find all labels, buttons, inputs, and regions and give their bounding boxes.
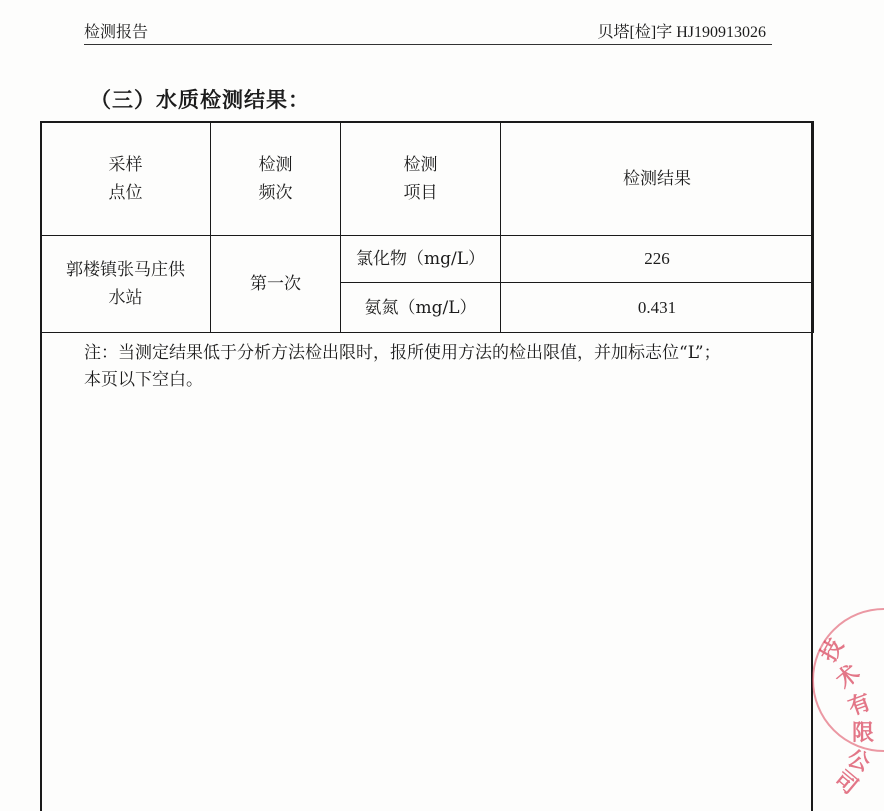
header-cell-result: 检测结果 xyxy=(501,122,814,236)
company-seal-text xyxy=(812,608,884,800)
seal-char: 公 xyxy=(843,745,873,777)
header-cell-frequency: 检测 频次 xyxy=(211,122,341,236)
seal-char: 限 xyxy=(852,721,875,746)
seal-char: 术 xyxy=(831,660,865,694)
note-line: 注：当测定结果低于分析方法检出限时，报所使用方法的检出限值，并加标志位“L”； xyxy=(84,343,721,363)
cell-result: 0.431 xyxy=(501,283,814,333)
header-rule xyxy=(84,44,772,45)
results-table xyxy=(40,121,814,333)
report-label: 检测报告 xyxy=(84,22,149,41)
section-title: （三）水质检测结果： xyxy=(90,88,310,112)
report-number: 贝塔[检]字 HJ190913026 xyxy=(597,24,766,41)
cell-item: 氯化物（mg/L） xyxy=(341,236,501,283)
cell-result: 226 xyxy=(501,236,814,283)
seal-char: 有 xyxy=(845,689,875,721)
page-header xyxy=(84,19,772,45)
header-cell-site: 采样 点位 xyxy=(41,122,211,236)
cell-site: 郭楼镇张马庄供 水站 xyxy=(41,236,211,333)
header-cell-item: 检测 项目 xyxy=(341,122,501,236)
table-header-row xyxy=(41,122,814,236)
seal-char: 技 xyxy=(816,634,850,667)
table-row xyxy=(41,236,814,283)
note-block xyxy=(84,340,804,394)
seal-char: 司 xyxy=(829,766,863,800)
cell-frequency: 第一次 xyxy=(211,236,341,333)
blank-notice: 本页以下空白。 xyxy=(84,370,203,390)
cell-item: 氨氮（mg/L） xyxy=(341,283,501,333)
